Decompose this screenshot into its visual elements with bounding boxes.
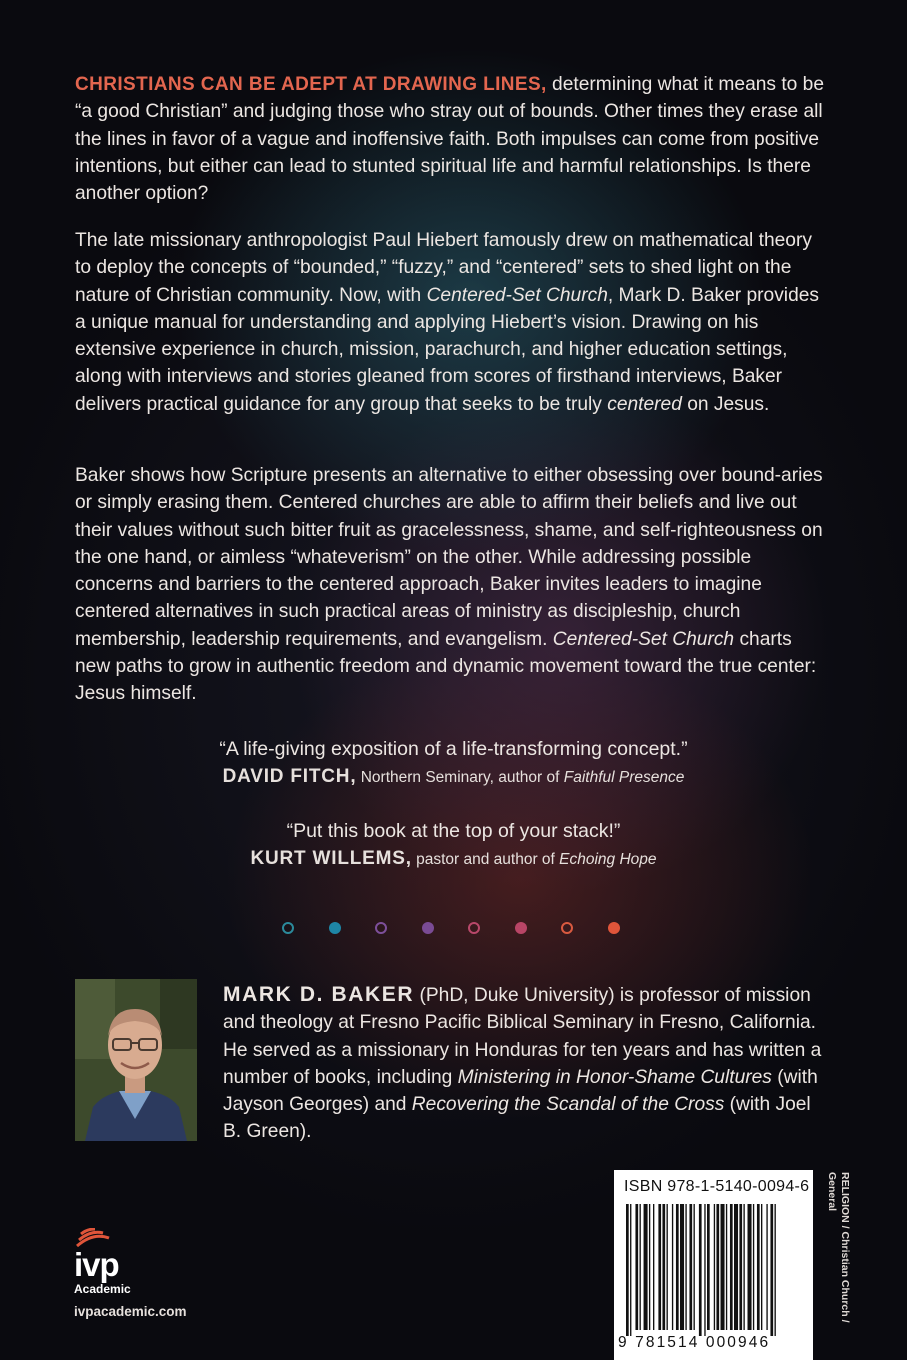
barcode-bar: [757, 1204, 760, 1330]
intro-paragraph: [75, 71, 832, 207]
barcode-bar: [721, 1204, 725, 1330]
barcode-bar: [626, 1204, 629, 1336]
dot-filled: [608, 922, 620, 934]
dot-filled: [515, 922, 527, 934]
dot-filled: [422, 922, 434, 934]
barcode-digits: 9 781514 000946: [618, 1334, 771, 1351]
barcode-bar: [694, 1204, 695, 1330]
endorsement-1: [0, 736, 907, 791]
barcode-bar: [716, 1204, 719, 1330]
barcode-bar: [704, 1204, 705, 1336]
dot-ring: [282, 922, 294, 934]
para3-text-b: charts new paths to grow in authentic freedom and dynamic movement toward the true center: Jesus himself.: [75, 628, 817, 705]
barcode-bar: [689, 1204, 692, 1330]
para2-text-b: , Mark D. Baker provides a unique manual for understanding and applying Hiebert’s vision. Drawing on his extensive experience in church, mission, parachurch, and higher education settings, along with interviews and stories gleaned from scores of firsthand interviews, Baker delivers practical guidance for any group that seeks to be truly: [75, 284, 820, 415]
barcode-bar: [761, 1204, 762, 1330]
bio-text-c: (with Joel B. Green).: [223, 1094, 811, 1143]
isbn-label: ISBN 978-1-5140-0094-6: [624, 1178, 810, 1195]
author-portrait-graphic: [75, 979, 197, 1141]
barcode-graphic: [614, 1170, 813, 1360]
para2-text-c: on Jesus.: [681, 393, 770, 415]
barcode-bar: [630, 1204, 631, 1336]
bio-book-2: Recovering the Scandal of the Cross: [411, 1094, 725, 1116]
endorser-work: Faithful Presence: [563, 769, 685, 786]
publisher-logo: [74, 1228, 164, 1296]
endorser-affiliation: Northern Seminary, author of: [356, 769, 564, 786]
barcode-bar: [770, 1204, 773, 1336]
signal-arcs-icon: [75, 1228, 115, 1248]
barcode-bar: [649, 1204, 650, 1330]
dot-ring: [375, 922, 387, 934]
barcode-bar: [685, 1204, 686, 1330]
author-photo: [75, 979, 197, 1141]
dot-ring: [468, 922, 480, 934]
barcode-bar: [672, 1204, 673, 1330]
publisher-imprint: Academic: [74, 1282, 131, 1296]
barcode-bar: [714, 1204, 715, 1330]
description-paragraph-2: [75, 462, 832, 708]
barcode-bar: [653, 1204, 654, 1330]
bisac-category: RELIGION / Christian Church / General: [826, 1172, 851, 1323]
endorsement-2: [0, 818, 907, 873]
decorative-dots: [282, 922, 622, 936]
barcode-bar: [680, 1204, 684, 1330]
barcode-bar: [730, 1204, 733, 1330]
intro-lead: CHRISTIANS CAN BE ADEPT AT DRAWING LINES,: [75, 74, 547, 95]
barcode-bar: [707, 1204, 710, 1330]
barcode-bar: [726, 1204, 727, 1330]
barcode-bar: [635, 1204, 638, 1330]
endorsement-quote: “Put this book at the top of your stack!”: [286, 820, 621, 842]
intro-text: determining what it means to be “a good Christian” and judging those who stray out of bounds. Other times they erase all the lines in favor of a vague and inoffensive faith. Both impulses can come from positive intentions, but either can lead to stunted spiritual life and harmful relationships. Is there another option?: [75, 74, 825, 205]
barcode-bar: [734, 1204, 738, 1330]
author-name: MARK D. BAKER: [223, 983, 415, 1006]
para2-book-title: Centered-Set Church: [426, 284, 608, 306]
barcode-bar: [676, 1204, 679, 1330]
barcode-bar: [644, 1204, 648, 1330]
para3-book-title: Centered-Set Church: [552, 628, 735, 650]
endorser-name: DAVID FITCH,: [222, 766, 357, 787]
para2-emphasis: centered: [607, 393, 682, 415]
publisher-url[interactable]: ivpacademic.com: [74, 1304, 187, 1319]
publisher-logo-text: ivp: [74, 1246, 119, 1283]
endorsement-quote: “A life-giving exposition of a life-transforming concept.”: [219, 738, 688, 760]
endorsement-attribution: [0, 763, 907, 791]
endorser-work: Echoing Hope: [559, 851, 657, 868]
barcode-bar: [739, 1204, 742, 1330]
dot-filled: [329, 922, 341, 934]
author-bio: [223, 981, 833, 1146]
endorsement-attribution: [0, 845, 907, 873]
bio-text-a: (PhD, Duke University) is professor of mission and theology at Fresno Pacific Biblical Seminary in Fresno, California. He served as a missionary in Honduras for ten years and has written a number of books, including: [223, 985, 822, 1088]
barcode-bar: [753, 1204, 754, 1330]
para2-text-a: The late missionary anthropologist Paul Hiebert famously drew on mathematical theory to deploy the concepts of “bounded,” “fuzzy,” and “centered” sets to shed light on the nature of Christian community. Now, with: [75, 230, 812, 306]
para3-text-a: Baker shows how Scripture presents an alternative to either obsessing over bound-aries or simply erasing them. Centered churches are able to affirm their beliefs and live out their values without such bitter fruit as gracelessness, shame, and self-righteousness on the one hand, or aimless “whateverism” on the other. While addressing possible concerns and barriers to the centered approach, Baker invites leaders to imagine centered alternatives in such practical areas of ministry as discipleship, church membership, leadership requirements, and evangelism.: [75, 465, 823, 650]
isbn-barcode-box: [614, 1170, 813, 1360]
bio-text-b: (with Jayson Georges) and: [223, 1066, 818, 1116]
endorser-name: KURT WILLEMS,: [250, 848, 412, 869]
description-paragraph-1: [75, 227, 832, 418]
barcode-bar: [766, 1204, 767, 1330]
barcode-bar: [667, 1204, 668, 1330]
barcode-bar: [640, 1204, 641, 1330]
barcode-bar: [658, 1204, 661, 1330]
barcode-bar: [743, 1204, 744, 1330]
barcode-bar: [775, 1204, 776, 1336]
endorser-affiliation: pastor and author of: [411, 851, 560, 868]
barcode-bar: [748, 1204, 752, 1330]
bio-book-1: Ministering in Honor-Shame Cultures: [457, 1066, 772, 1088]
barcode-bar: [662, 1204, 665, 1330]
barcode-bar: [699, 1204, 702, 1336]
dot-ring: [561, 922, 573, 934]
